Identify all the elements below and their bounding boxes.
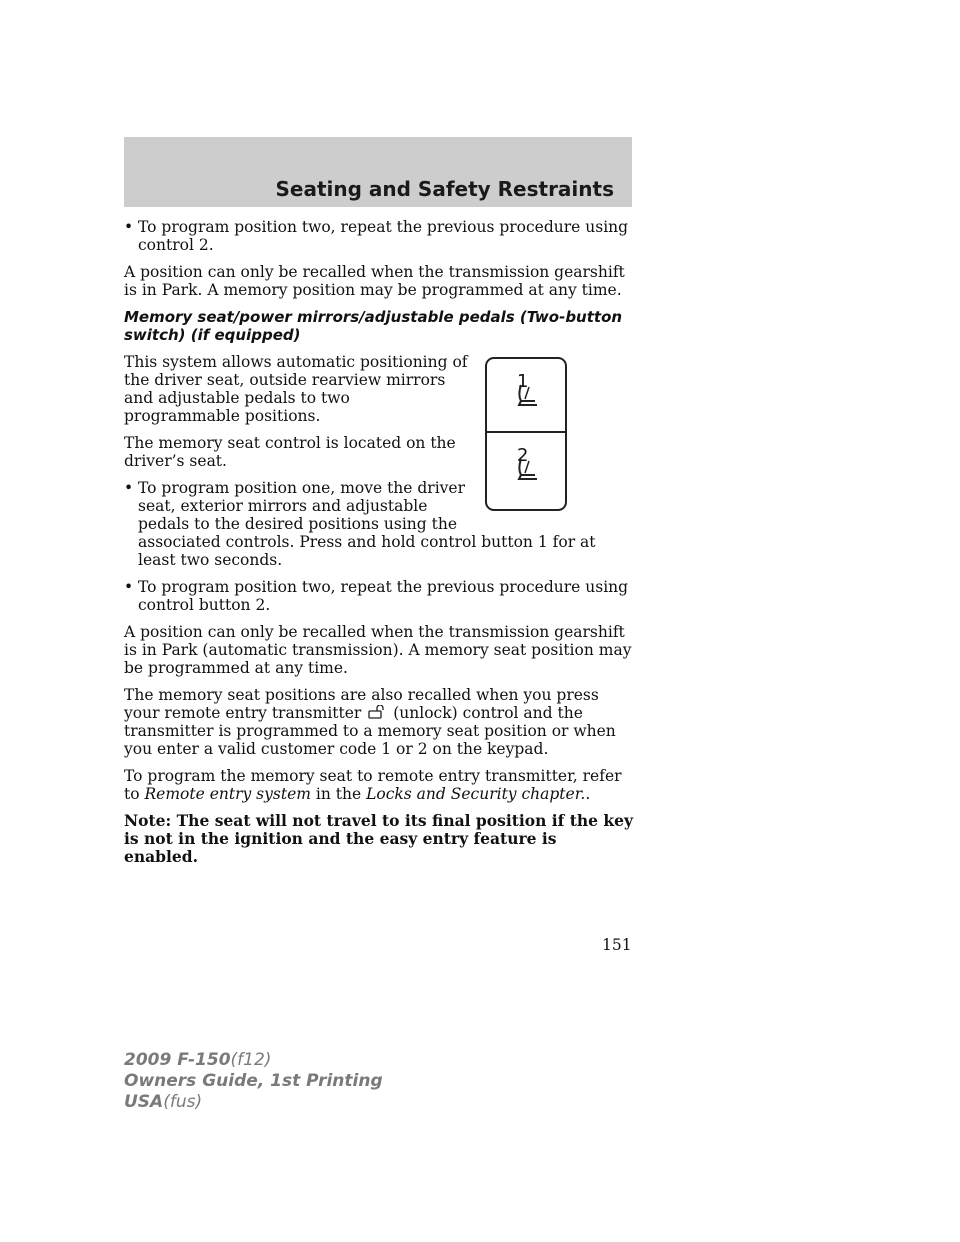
bullet-text: To program position two, repeat the previous procedure using control button 2. [138, 578, 629, 614]
bullet-program-one [124, 479, 634, 569]
paragraph-location: The memory seat control is located on the driver’s seat. [124, 434, 456, 470]
seat-memory-icon [515, 383, 541, 409]
paragraph-recall-park: A position can only be recalled when the transmission gearshift is in Park. A memory position may be programmed at any time. [124, 263, 625, 299]
remote-entry-system-reference: Remote entry system [144, 785, 311, 803]
bullet-text: To program position two, repeat the previous procedure using control 2. [138, 218, 629, 254]
memory-button-1 [487, 359, 565, 431]
section-title: Seating and Safety Restraints [275, 177, 614, 201]
remote-text-a: The memory seat positions are also recalled when you press your remote entry transmitter [124, 686, 599, 722]
unlock-icon [366, 705, 388, 719]
bullet-program-two [124, 578, 634, 614]
document-footer [124, 1050, 383, 1113]
footer-model-code: (f12) [230, 1050, 272, 1070]
paragraph-program-remote [124, 767, 634, 803]
program-remote-text-a: To program the memory seat to remote entry transmitter, refer to [124, 767, 622, 803]
footer-line-1 [124, 1050, 383, 1071]
page-content [124, 218, 634, 875]
subheading-memory-seat: Memory seat/power mirrors/adjustable pedals (Two-button switch) (if equipped) [124, 308, 623, 344]
paragraph-recall-auto: A position can only be recalled when the transmission gearshift is in Park (automatic transmission). A memory seat position may be programmed at any time. [124, 623, 632, 677]
footer-line-3 [124, 1092, 383, 1113]
bullet-dot: • [124, 479, 134, 497]
program-remote-text-b: in the [315, 785, 362, 803]
bullet-text: To program position one, move the driver seat, exterior mirrors and adjustable pedals to the desired positions using the associated controls. Press and hold control button 1 for at least two seconds. [138, 479, 596, 569]
footer-model: 2009 F-150 [124, 1050, 231, 1070]
locks-security-chapter-reference: Locks and Security chapter. [366, 785, 586, 803]
paragraph-remote [124, 686, 634, 758]
footer-line-2: Owners Guide, 1st Printing [124, 1071, 383, 1091]
footer-market-code: (fus) [163, 1092, 203, 1112]
page-number: 151 [602, 936, 632, 954]
note-paragraph: Note: The seat will not travel to its final position if the key is not in the ignition and the easy entry feature is enabled. [124, 811, 634, 866]
paragraph-system: This system allows automatic positioning of the driver seat, outside rearview mirrors and adjustable pedals to two programmable positions. [124, 353, 468, 425]
footer-market: USA [124, 1092, 164, 1112]
program-remote-text-c: . [585, 785, 591, 803]
section-header [124, 137, 632, 207]
button-1-label: 1 [517, 371, 529, 392]
bullet-dot: • [124, 578, 134, 596]
button-2-label: 2 [517, 445, 529, 466]
bullet-program-two-top [124, 218, 634, 254]
bullet-dot: • [124, 218, 134, 236]
remote-text-b: (unlock) control and the transmitter is programmed to a memory seat position or when you enter a valid customer code 1 or 2 on the keypad. [124, 704, 616, 758]
